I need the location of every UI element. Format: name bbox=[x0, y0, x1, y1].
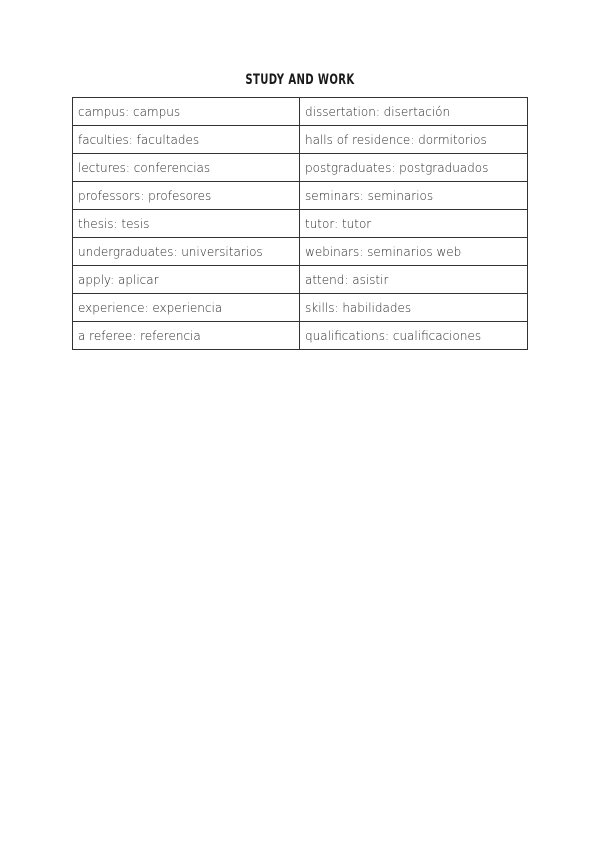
table-cell: a referee: referencia bbox=[73, 322, 300, 350]
table-cell: webinars: seminarios web bbox=[300, 238, 528, 266]
table-cell: experience: experiencia bbox=[73, 294, 300, 322]
vocabulary-table bbox=[72, 97, 528, 350]
table-cell: thesis: tesis bbox=[73, 210, 300, 238]
table-row bbox=[73, 126, 528, 154]
table-cell: halls of residence: dormitorios bbox=[300, 126, 528, 154]
table-cell: qualifications: cualificaciones bbox=[300, 322, 528, 350]
table-row bbox=[73, 238, 528, 266]
table-row bbox=[73, 154, 528, 182]
table-cell: undergraduates: universitarios bbox=[73, 238, 300, 266]
table-cell: postgraduates: postgraduados bbox=[300, 154, 528, 182]
table-row bbox=[73, 322, 528, 350]
table-cell: campus: campus bbox=[73, 98, 300, 126]
table-cell: professors: profesores bbox=[73, 182, 300, 210]
document-title: STUDY AND WORK bbox=[245, 72, 355, 88]
table-cell: attend: asistir bbox=[300, 266, 528, 294]
table-row bbox=[73, 182, 528, 210]
table-cell: dissertation: disertación bbox=[300, 98, 528, 126]
table-row bbox=[73, 294, 528, 322]
table-cell: lectures: conferencias bbox=[73, 154, 300, 182]
table-row bbox=[73, 98, 528, 126]
table-row bbox=[73, 266, 528, 294]
table-row bbox=[73, 210, 528, 238]
table-cell: apply: aplicar bbox=[73, 266, 300, 294]
table-cell: tutor: tutor bbox=[300, 210, 528, 238]
table-cell: seminars: seminarios bbox=[300, 182, 528, 210]
table-cell: skills: habilidades bbox=[300, 294, 528, 322]
table-cell: faculties: facultades bbox=[73, 126, 300, 154]
